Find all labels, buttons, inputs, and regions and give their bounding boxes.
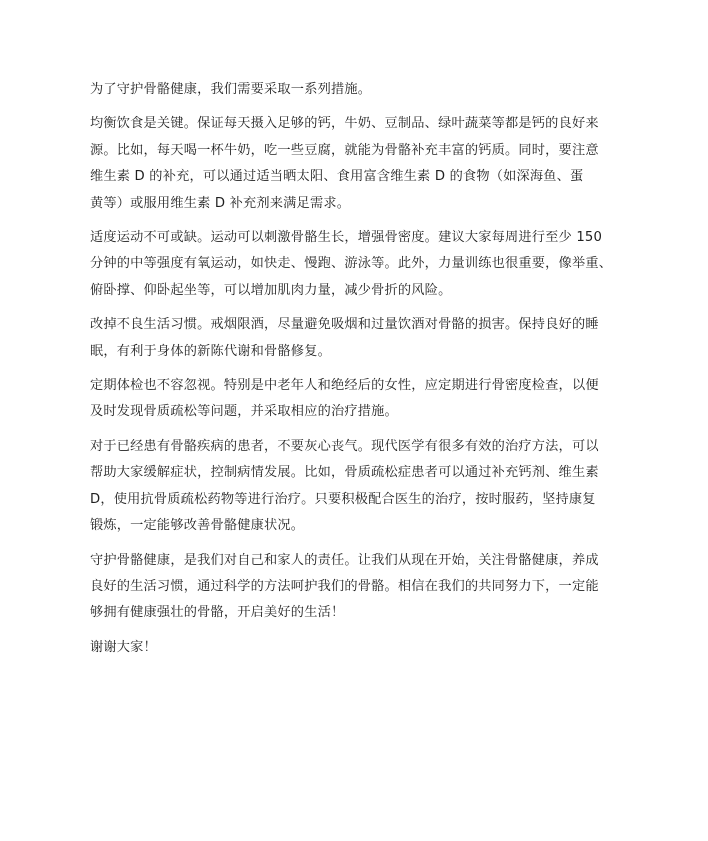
text-line: 适度运动不可或缺。运动可以刺激骨骼生长，增强骨密度。建议大家每周进行至少 150 <box>90 230 603 246</box>
text-line: 对于已经患有骨骼疾病的患者，不要灰心丧气。现代医学有很多有效的治疗方法，可以 <box>90 438 599 454</box>
text-line: 均衡饮食是关键。保证每天摄入足够的钙，牛奶、豆制品、绿叶蔬菜等都是钙的良好来 <box>90 116 599 132</box>
text-line: 锻炼，一定能够改善骨骼健康状况。 <box>90 518 305 534</box>
text-line: 守护骨骼健康，是我们对自己和家人的责任。让我们从现在开始，关注骨骼健康，养成 <box>90 552 599 568</box>
text-line: 俯卧撑、仰卧起坐等，可以增加肌肉力量，减少骨折的风险。 <box>90 282 452 298</box>
paragraph-treatment <box>90 434 620 540</box>
text-line: 良好的生活习惯，通过科学的方法呵护我们的骨骼。相信在我们的共同努力下，一定能 <box>90 578 599 594</box>
text-line: 够拥有健康强壮的骨骼，开启美好的生活！ <box>90 605 345 621</box>
text-line: 维生素 D 的补充，可以通过适当晒太阳、食用富含维生素 D 的食物（如深海鱼、蛋 <box>90 169 584 185</box>
paragraph-responsibility <box>90 548 620 627</box>
paragraph-exercise <box>90 225 620 304</box>
text-line: 为了守护骨骼健康，我们需要采取一系列措施。 <box>90 82 372 97</box>
paragraph-intro <box>90 77 620 103</box>
text-line: 定期体检也不容忽视。特别是中老年人和绝经后的女性，应定期进行骨密度检查，以便 <box>90 378 599 394</box>
text-line: 源。比如，每天喝一杯牛奶，吃一些豆腐，就能为骨骼补充丰富的钙质。同时，要注意 <box>90 142 599 158</box>
paragraph-checkup <box>90 373 620 426</box>
text-line: 分钟的中等强度有氧运动，如快走、慢跑、游泳等。此外，力量训练也很重要，像举重、 <box>90 256 613 272</box>
text-line: 眠，有利于身体的新陈代谢和骨骼修复。 <box>90 343 331 359</box>
text-line: 谢谢大家！ <box>90 639 157 655</box>
text-line: 及时发现骨质疏松等问题，并采取相应的治疗措施。 <box>90 404 398 420</box>
text-line: 黄等）或服用维生素 D 补充剂来满足需求。 <box>90 195 351 211</box>
document-page <box>90 77 620 669</box>
text-line: D，使用抗骨质疏松药物等进行治疗。只要积极配合医生的治疗，按时服药，坚持康复 <box>90 491 596 507</box>
text-line: 改掉不良生活习惯。戒烟限酒，尽量避免吸烟和过量饮酒对骨骼的损害。保持良好的睡 <box>90 317 599 333</box>
paragraph-closing <box>90 635 620 661</box>
text-line: 帮助大家缓解症状，控制病情发展。比如，骨质疏松症患者可以通过补充钙剂、维生素 <box>90 465 599 481</box>
paragraph-habits <box>90 312 620 365</box>
paragraph-diet <box>90 111 620 217</box>
